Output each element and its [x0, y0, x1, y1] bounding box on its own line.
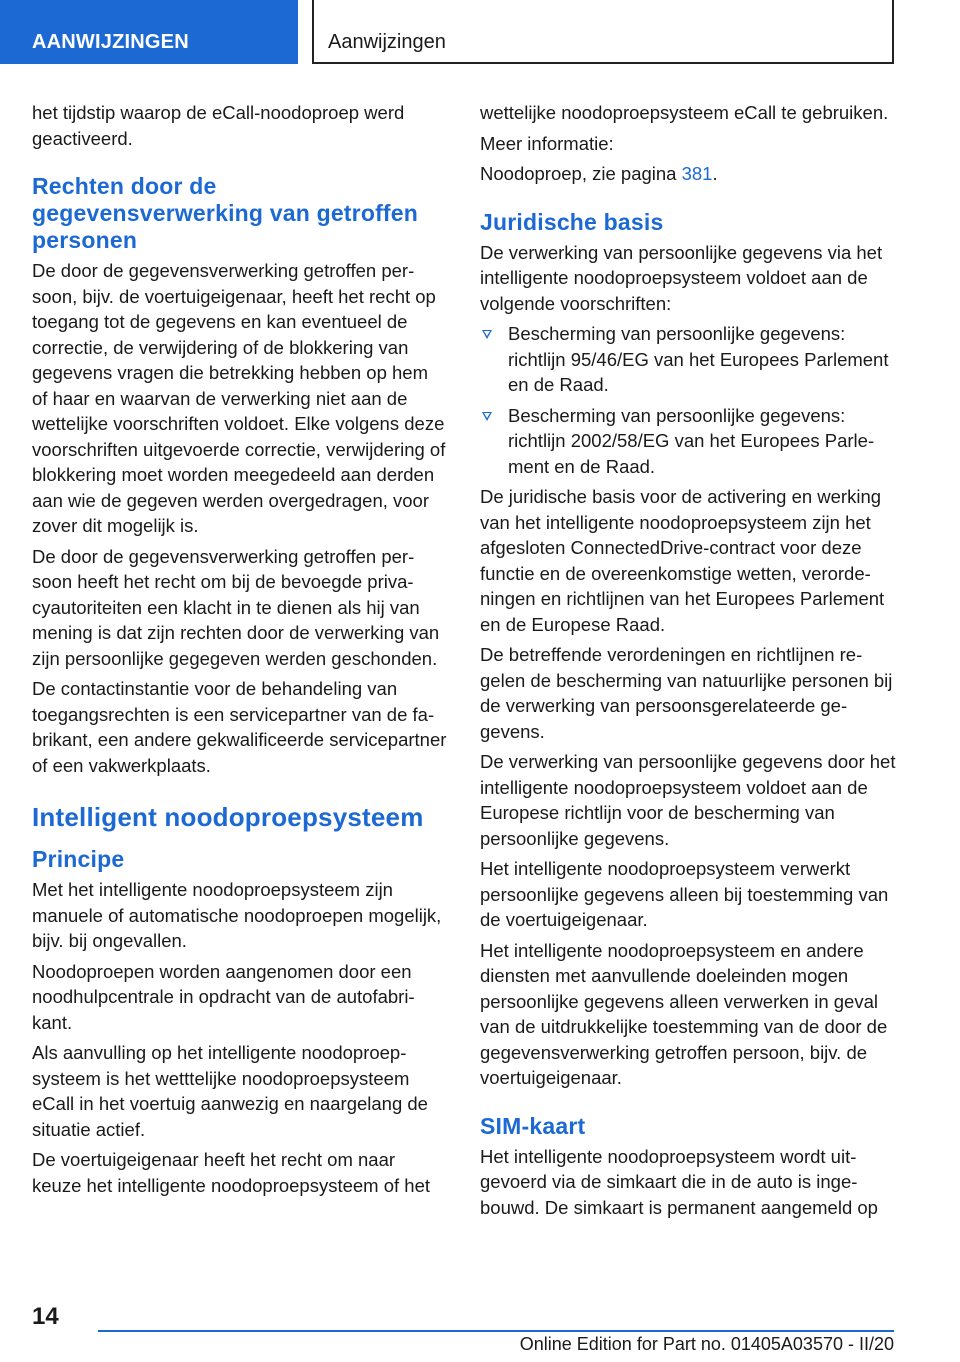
triangle-bullet-icon [482, 412, 492, 421]
footer-edition: Online Edition for Part no. 01405A03570 - II/20 [519, 1334, 894, 1354]
triangle-bullet-icon [482, 330, 492, 339]
heading-legal: Juridische basis [480, 208, 664, 235]
paragraph: Noodoproepen worden aangenomen door een noodhulpcentrale in opdracht van de autofabrikant. [32, 960, 415, 1033]
heading-sim: SIM-kaart [480, 1112, 586, 1139]
paragraph: De door de gegevensverwerking getroffen persoon, bijv. de voertuigeigenaar, heeft het recht op toegang tot de gegevens en kan eventueel de correctie, de verwijdering of de blokkering van gegevens vragen die betrekking hebben op hem of haar en waarvan de verwerking niet aan de wettelijke voorschriften voldoet. Elke volgens deze voorschriften uitgevoerde correctie, verwijdering of blokkering moet worden meegedeeld aan derden aan wie de gegeven werden overgedragen, voor zover dit mogelijk is. [32, 260, 446, 536]
paragraph: De juridische basis voor de activering en werking van het intelligente noodoproepsysteem zijn het afgesloten ConnectedDrive-contract voor deze functie en de overeenkomstige wetten, verordeningen en richtlijnen van het Europees Parlement en de Europese Raad. [480, 486, 885, 635]
right-column [480, 100, 896, 1225]
paragraph: wettelijke noodoproepsysteem eCall te gebruiken. [480, 102, 889, 123]
reference-end: . [712, 163, 718, 184]
paragraph: De verwerking van persoonlijke gegevens via het intelligente noodoproepsysteem voldoet aan de volgende voorschriften: [480, 241, 883, 314]
paragraph: Meer informatie: [480, 132, 614, 154]
bullet-list [480, 321, 896, 479]
paragraph: De betreffende verordeningen en richtlijnen regelen de bescherming van natuurlijke personen bij de verwerking van persoonsgerelateerde gegevens. [480, 644, 893, 742]
page-link[interactable]: 381 [681, 163, 713, 184]
page-header-title: Aanwijzingen [312, 0, 894, 64]
list-item [480, 321, 896, 398]
list-item-text: Bescherming van persoonlijke gegevens: richtlijn 2002/58/EG van het Europees Parlement en de Raad. [508, 404, 875, 477]
paragraph: De voertuigeigenaar heeft het recht om naar keuze het intelligente noodoproepsysteem of het [32, 1149, 431, 1196]
footer-divider [98, 1330, 894, 1332]
list-item-text: Bescherming van persoonlijke gegevens: richtlijn 95/46/EG van het Europees Parlement en de Raad. [508, 323, 889, 395]
paragraph: De contactinstantie voor de behandeling van toegangsrechten is een servicepartner van de fabrikant, een andere gekwalificeerde servicepartner of een vakwerkplaats. [32, 678, 447, 776]
page-number: 14 [32, 1303, 59, 1330]
paragraph: De verwerking van persoonlijke gegevens door het intelligente noodoproepsysteem voldoet aan de Europese richtlijn voor de bescherming van persoonlijke gegevens. [480, 751, 896, 849]
paragraph: het tijdstip waarop de eCall-noodoproep werd geactiveerd. [32, 102, 405, 149]
section-tab: AANWIJZINGEN [0, 0, 298, 64]
heading-principle: Principe [32, 846, 125, 872]
heading-main: Intelligent noodoproepsysteem [32, 802, 424, 832]
paragraph: Het intelligente noodoproepsysteem en andere diensten met aanvullende doeleinden mogen persoonlijke gegevens alleen verwerken in geval van de uitdrukkelijke toestemming van de door de gegevensverwerking getroffen persoon, bijv. de voertuigeigenaar. [480, 939, 888, 1088]
list-item [480, 403, 896, 480]
paragraph: Met het intelligente noodoproepsysteem zijn manuele of automatische noodoproepen mogelijk, bijv. bij ongevallen. [32, 879, 442, 951]
reference-text: Noodoproep, zie pagina [480, 163, 682, 184]
paragraph: De door de gegevensverwerking getroffen persoon heeft het recht om bij de bevoegde privacyautoriteiten een klacht in te dienen als hij van mening is dat zijn rechten door de verwerking van zijn persoonlijke gegegeven werden geschonden. [32, 545, 440, 669]
paragraph: Het intelligente noodoproepsysteem wordt uitgevoerd via de simkaart die in de auto is ingebouwd. De simkaart is permanent aangemeld op [480, 1145, 878, 1218]
paragraph: Als aanvulling op het intelligente noodoproepsysteem is het wetttelijke noodoproepsysteem eCall in het voertuig aanwezig en naargelang de situatie actief. [32, 1042, 428, 1140]
left-column [32, 100, 448, 1203]
reference-paragraph [480, 161, 896, 187]
paragraph: Het intelligente noodoproepsysteem verwerkt persoonlijke gegevens alleen bij toestemming van de voertuigeigenaar. [480, 858, 889, 930]
heading-rights: Rechten door de gegevensverwerking van getroffen personen [32, 173, 419, 253]
